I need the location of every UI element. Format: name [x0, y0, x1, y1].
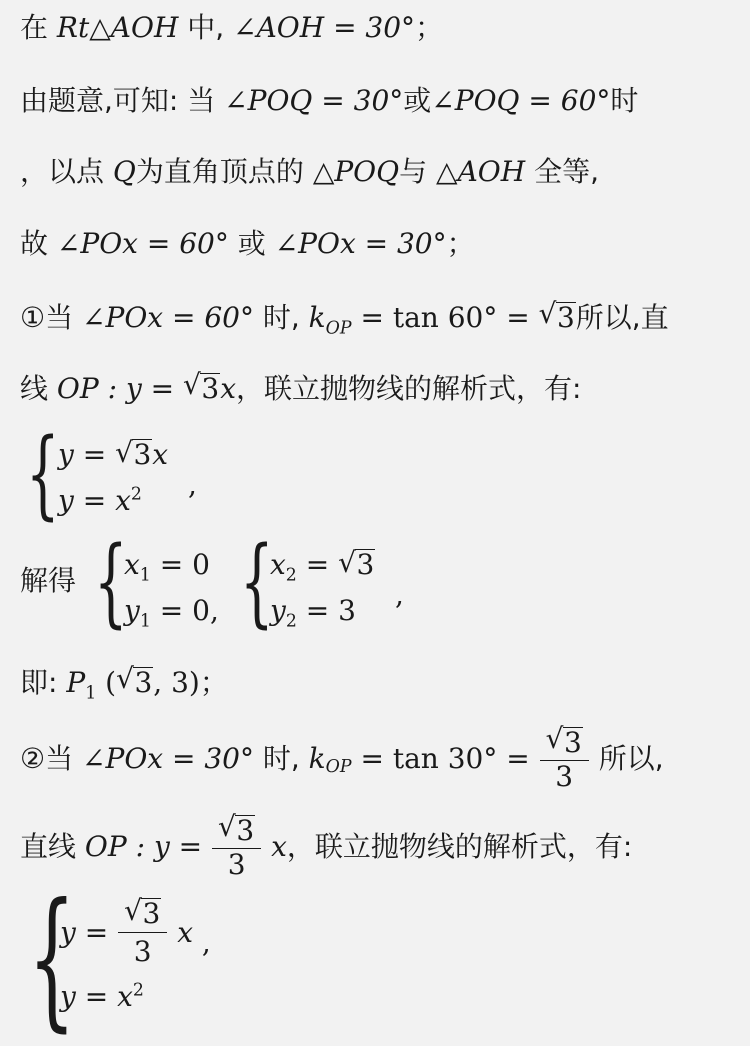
line-5	[20, 301, 669, 339]
text: 时	[610, 84, 639, 117]
text: 全等,	[534, 155, 599, 188]
sqrt-3: √ 3	[539, 302, 576, 332]
angle-pox-30: ∠POx = 30°	[274, 227, 447, 260]
text: 或	[403, 84, 432, 117]
line-1	[20, 11, 444, 44]
point-q: Q	[112, 155, 136, 188]
text: 在	[20, 11, 49, 44]
text: 故	[20, 227, 49, 260]
equation: y = √ 3x	[58, 438, 168, 471]
text: 由题意,可知: 当	[20, 84, 216, 117]
line-4	[20, 227, 475, 260]
text: 直线	[20, 830, 77, 863]
angle-pox-60: ∠POx = 60°	[82, 301, 254, 334]
text: 或	[237, 227, 266, 260]
sqrt-3: √ 3	[116, 667, 153, 697]
slope-k: k	[308, 301, 326, 334]
fraction-sqrt3-over-3: √ $\frac{3}{3}$	[543, 727, 586, 790]
text: ，以点	[20, 155, 105, 188]
left-brace: {	[28, 872, 76, 1046]
text: 所以,直	[575, 301, 669, 334]
sqrt-3: √ 3	[183, 373, 220, 403]
line-6	[20, 373, 581, 403]
line-op-equation: OP : y =	[84, 830, 212, 863]
triangle-aoh: Rt△AOH	[56, 11, 179, 44]
text: 与	[399, 155, 428, 188]
text: ；	[446, 227, 475, 260]
solve-label: 解得	[20, 564, 77, 597]
var-x: x	[271, 830, 287, 863]
left-brace: {	[26, 418, 60, 530]
paren: (	[105, 666, 117, 699]
triangle-poq: △POQ	[312, 155, 400, 188]
angle-aoh: ∠AOH = 30°	[233, 11, 416, 44]
equation: $y = x^2$	[58, 484, 142, 517]
line-10: ②当 ∠POx = 30° 时, k $_{OP}$ = tan 30° = √ $\frac{3}{3}$ 所以,	[20, 722, 664, 796]
equation: y = √ $\frac{3}{3}$ x ,	[60, 892, 211, 972]
text: 所以,	[598, 742, 664, 775]
text: 时,	[262, 301, 300, 334]
text: ②当	[20, 742, 74, 775]
coordinate: , 3)	[153, 666, 200, 699]
text: 时,	[262, 742, 300, 775]
line-op-equation: OP : y =	[56, 372, 184, 405]
text: 为直角顶点的	[135, 155, 304, 188]
subscript-op: OP	[325, 318, 352, 339]
angle-poq-60: ∠POQ = 60°	[431, 84, 611, 117]
text: 中,	[187, 11, 225, 44]
angle-pox-30: ∠POx = 30°	[82, 742, 254, 775]
fraction-sqrt3-over-3: √ $\frac{3}{3}$	[215, 815, 258, 878]
text: 线	[20, 372, 49, 405]
text: 即:	[20, 666, 58, 699]
line-9	[20, 666, 228, 704]
angle-pox-60: ∠POx = 60°	[56, 227, 229, 260]
line-3	[20, 155, 599, 188]
triangle-aoh: △AOH	[436, 155, 526, 188]
left-brace: {	[240, 526, 274, 638]
equation: $y = x^2$	[60, 980, 144, 1013]
line-11	[20, 810, 632, 884]
var-x: x	[220, 372, 237, 405]
text: ，联立抛物线的解析式，有:	[286, 830, 633, 863]
line-2	[20, 84, 639, 117]
slope-k: k	[308, 742, 326, 775]
text: ；	[199, 666, 228, 699]
point-p1: P	[66, 666, 86, 699]
text: ，联立抛物线的解析式，有:	[236, 372, 582, 405]
left-brace: {	[94, 526, 128, 638]
text: ①当	[20, 301, 74, 334]
comma: ,	[188, 468, 197, 501]
tan-expression: = tan 60° =	[351, 301, 539, 334]
tan-expression: = tan 30° =	[351, 742, 539, 775]
subscript-1: 1	[85, 683, 97, 704]
angle-poq-30: ∠POQ = 30°	[224, 84, 404, 117]
text: ；	[415, 11, 444, 44]
